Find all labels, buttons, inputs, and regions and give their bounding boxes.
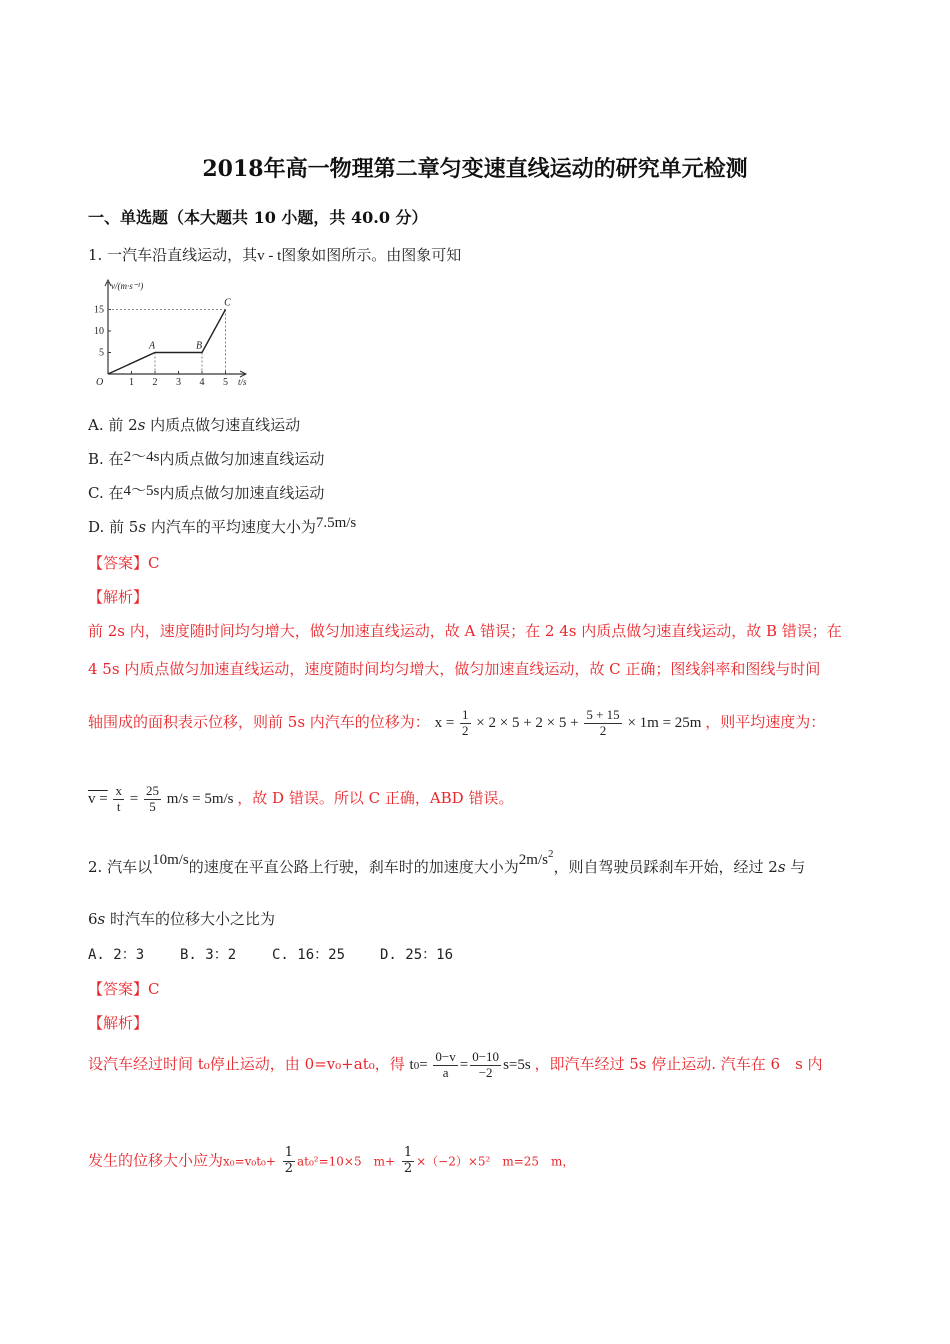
q2-sol2-c: at₀²=10×5 m+ — [297, 1154, 396, 1169]
q2-solution-line1 — [88, 1050, 823, 1081]
eq2-f2-den: 5 — [149, 798, 156, 814]
page-title: 2018年高一物理第二章匀变速直线运动的研究单元检测 — [202, 156, 748, 182]
graph-y-tick-5: 5 — [99, 347, 104, 359]
eq2-v: v = — [88, 790, 108, 807]
eq2-end: m/s = 5m/s — [166, 790, 234, 807]
q1-option-c-text: 内质点做匀加速直线运动 — [159, 484, 325, 502]
graph-vt-line — [108, 310, 226, 375]
q2-frac-10-2 — [470, 1050, 501, 1081]
q2-solution-line2 — [88, 1146, 574, 1177]
q2-sol1-b: ，即汽车经过 5s 停止运动. 汽车在 6 s 内 — [534, 1054, 823, 1073]
q2-f1-den: a — [442, 1064, 449, 1080]
q2-line2-a: 6 — [88, 910, 98, 928]
q1-option-c — [88, 482, 324, 503]
q1-option-a — [88, 414, 300, 435]
q2-line2-b: 时汽车的位移大小之比为 — [105, 910, 276, 928]
q1-option-b-math: 2～4s — [123, 449, 160, 465]
q1-stem-b: 图象如图所示。由图象可知 — [281, 246, 462, 264]
q2-option-b: B. 3：2 — [180, 947, 237, 963]
q1-option-d-prefix: D. 前 5 — [88, 518, 139, 536]
graph-x-tick-2: 2 — [152, 377, 158, 388]
q2-stop-time-equation: t0= $\frac{0-v}{a}$ = $\frac{0-10}{-2}$ s=5s — [409, 1049, 531, 1080]
q2-frac-v0-a — [433, 1050, 457, 1081]
q2-s1: s — [777, 858, 786, 876]
graph-y-label: v/(m·s⁻¹) — [111, 281, 144, 291]
eq1-x: x = — [434, 714, 455, 731]
eq1-f1-num: 1 — [462, 707, 469, 722]
q1-answer: 【答案】C — [88, 554, 160, 572]
q2-acc-value: 2m/s — [518, 852, 548, 868]
q2-answer: 【答案】C — [88, 980, 160, 998]
eq2-f1-den: t — [116, 798, 121, 814]
graph-x-label: t/s — [238, 377, 247, 387]
q2-options — [88, 944, 480, 964]
q2-sol1-a: 设汽车经过时间 t₀停止运动，由 0=v₀+at₀，得 — [88, 1054, 405, 1073]
eq2-f2-num: 25 — [145, 783, 159, 798]
q2-analysis-label: 【解析】 — [88, 1014, 149, 1032]
graph-y-tick-10: 10 — [94, 326, 104, 337]
eq1-f2-num: 5 + 15 — [586, 707, 620, 722]
eq1-f2-den: 2 — [599, 722, 607, 738]
q1-option-c-math: 4～5s — [123, 483, 160, 499]
q1-option-a-unit: s — [137, 416, 146, 434]
q2-stem-c: ，则自驾驶员踩刹车开始，经过 2 — [553, 858, 778, 876]
q1-analysis-line3-a: 轴围成的面积表示位移，则前 5s 内汽车的位移为： — [88, 712, 430, 731]
eq1-fraction-half — [460, 708, 471, 739]
q1-analysis-line1: 前 2s 内，速度随时间均匀增大，做匀加速直线运动，故 A 错误；在 2 4s 内质点做匀速直线运动，故 B 错误；在 — [88, 622, 842, 640]
q1-stem — [88, 244, 461, 265]
q2-v0: 10m/s — [152, 852, 189, 868]
q2-option-a: A. 2：3 — [88, 947, 145, 963]
eq2-fraction-xt — [113, 784, 124, 815]
graph-x-tick-3: 3 — [176, 377, 181, 388]
graph-y-tick-15: 15 — [94, 304, 104, 316]
q2-stem-d: 与 — [785, 858, 806, 876]
q1-option-b-text: 内质点做匀加速直线运动 — [159, 450, 325, 468]
q2-acceleration — [518, 848, 554, 868]
q1-stem-vt: v - t — [257, 248, 282, 264]
q1-vt-graph — [86, 276, 256, 391]
q2-frac-half-2 — [402, 1146, 414, 1177]
graph-x-tick-4: 4 — [199, 377, 205, 388]
q2-t0-sub: 0 — [413, 1059, 420, 1072]
q1-option-d-unit: s — [138, 518, 147, 536]
q2-half2-den: 2 — [403, 1160, 413, 1176]
q2-option-d: D. 25：16 — [380, 947, 454, 963]
q1-analysis-line2: 4 5s 内质点做匀加速直线运动，速度随时间均匀增大，做匀加速直线运动，故 C 正确；图线斜率和图线与时间 — [88, 660, 821, 678]
q1-analysis-line3 — [88, 708, 825, 739]
q1-option-d — [88, 516, 356, 537]
q2-half1-num: 1 — [284, 1145, 293, 1160]
q2-sol2-d: ×（−2）×5² m=25 m， — [416, 1154, 575, 1169]
q2-frac-half-1 — [283, 1146, 295, 1177]
eq1-fraction-sum — [584, 708, 621, 739]
q2-half1-den: 2 — [284, 1160, 293, 1176]
q1-option-a-prefix: A. 前 2 — [88, 416, 138, 434]
eq2-eq: = — [129, 790, 139, 807]
section-heading: 一、单选题（本大题共 10 小题，共 40.0 分） — [88, 208, 428, 227]
eq1-f1-den: 2 — [462, 722, 469, 738]
graph-x-tick-1: 1 — [129, 377, 134, 388]
q2-half2-num: 1 — [403, 1145, 413, 1160]
q1-analysis-label: 【解析】 — [88, 588, 149, 606]
eq1-mid: × 2 × 5 + 2 × 5 + — [476, 714, 579, 731]
q1-analysis-line3-b: ，则平均速度为： — [705, 712, 826, 731]
q1-velocity-equation — [88, 783, 237, 814]
q2-f2-num: 0−10 — [472, 1049, 500, 1064]
q2-f1-num: 0−v — [435, 1049, 456, 1064]
q1-stem-a: 1. 一汽车沿直线运动，其 — [88, 246, 258, 264]
q2-stem-a: 2. 汽车以 — [88, 858, 153, 876]
q2-sol2-b: x₀=v₀t₀+ — [223, 1154, 276, 1169]
graph-point-C: C — [224, 297, 231, 309]
graph-x-tick-5: 5 — [223, 377, 228, 388]
q1-option-d-math: 7.5m/s — [315, 515, 357, 531]
q2-eq-end: s=5s — [503, 1056, 531, 1073]
q1-displacement-equation — [434, 707, 706, 738]
eq2-fraction-25-5 — [144, 784, 161, 815]
q2-stem-b: 的速度在平直公路上行驶，刹车时的加速度大小为 — [188, 858, 519, 876]
q2-acc-sup: 2 — [547, 848, 554, 860]
eq2-f1-num: x — [115, 783, 122, 798]
q2-line2-s: s — [97, 910, 106, 928]
q1-analysis-line4 — [88, 784, 513, 815]
q1-option-c-prefix: C. 在 — [88, 484, 124, 502]
graph-point-A: A — [148, 340, 156, 352]
q2-f2-den: −2 — [478, 1064, 493, 1080]
q2-t0: t — [409, 1056, 414, 1073]
q1-analysis-line4-text: ，故 D 错误。所以 C 正确，ABD 错误。 — [237, 788, 514, 807]
q1-option-b-prefix: B. 在 — [88, 450, 124, 468]
q2-sol2-a: 发生的位移大小应为 — [88, 1151, 224, 1170]
q1-option-b — [88, 448, 324, 469]
q2-stem-line2 — [88, 908, 275, 929]
eq1-end: × 1m = 25m — [627, 714, 702, 731]
q2-option-c: C. 16：25 — [272, 947, 346, 963]
q1-option-d-text: 内汽车的平均速度大小为 — [146, 518, 316, 536]
graph-point-B: B — [195, 340, 203, 352]
q2-stem-line1 — [88, 848, 806, 877]
q1-option-a-text: 内质点做匀速直线运动 — [145, 416, 301, 434]
graph-origin-label: O — [96, 377, 104, 388]
